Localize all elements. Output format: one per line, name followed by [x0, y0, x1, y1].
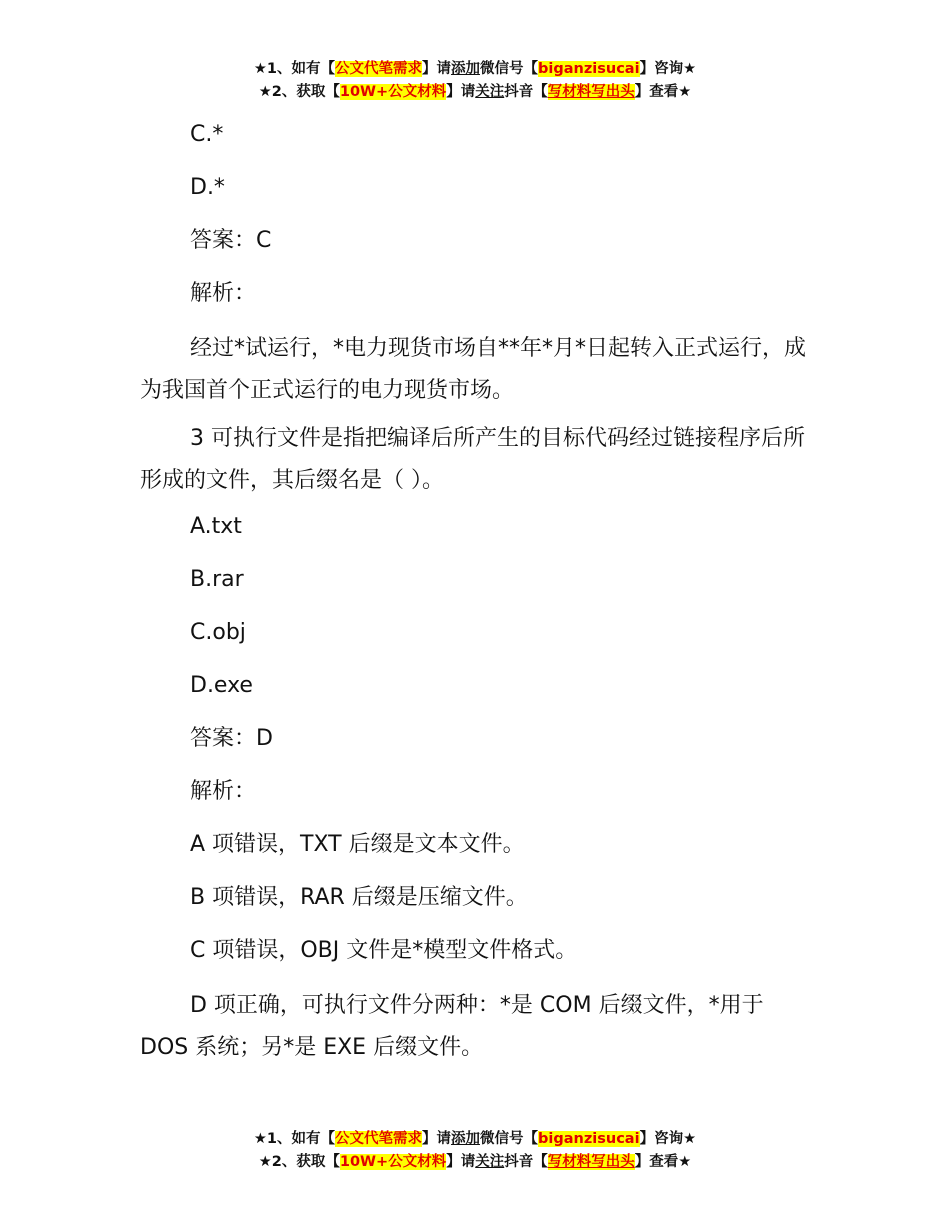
- footer-text: 】请: [422, 1131, 452, 1147]
- footer-text: ★1、如有【: [253, 1131, 336, 1147]
- paragraph: D 项正确，可执行文件分两种：*是 COM 后缀文件，*用于 DOS 系统；另*是 EXE 后缀文件。: [140, 993, 764, 1060]
- footer-text: 】查看★: [634, 1154, 692, 1170]
- document-body: [140, 116, 812, 1075]
- header-text: 抖音【: [504, 84, 548, 100]
- paragraph: 经过*试运行，*电力现货市场自**年*月*日起转入正式运行，成为我国首个正式运行的电力现货市场。: [140, 336, 807, 403]
- wechat-id: biganzisucai: [538, 1131, 640, 1147]
- douyin-account: 写材料写出头: [547, 1154, 635, 1170]
- header-text: 微信号【: [480, 61, 539, 77]
- paragraph: C.*: [190, 122, 224, 147]
- header-text: 】请: [422, 61, 452, 77]
- option-d: D.exe: [190, 673, 253, 698]
- footer-line-2: [0, 1151, 950, 1174]
- underline-text: 添加: [451, 61, 481, 77]
- analysis-label: 解析：: [190, 779, 257, 804]
- footer-line-1: [0, 1128, 950, 1151]
- header-line-1: [0, 58, 950, 81]
- highlight-text: 公文代笔需求: [335, 1131, 423, 1147]
- answer: 答案：D: [190, 726, 273, 751]
- highlight-text: 10W+公文材料: [339, 84, 447, 100]
- question-paragraph: 3 可执行文件是指把编译后所产生的目标代码经过链接程序后所形成的文件，其后缀名是（ ）。: [140, 426, 805, 493]
- paragraph: B 项错误，RAR 后缀是压缩文件。: [190, 885, 528, 910]
- highlight-text: 10W+公文材料: [339, 1154, 447, 1170]
- wechat-id: biganzisucai: [538, 61, 640, 77]
- paragraph: 答案：C: [190, 228, 272, 253]
- paragraph: C 项错误，OBJ 文件是*模型文件格式。: [190, 938, 578, 963]
- underline-text: 关注: [475, 84, 505, 100]
- option-b: B.rar: [190, 567, 244, 592]
- underline-text: 关注: [475, 1154, 505, 1170]
- header-text: ★1、如有【: [253, 61, 336, 77]
- header-text: 】咨询★: [639, 61, 697, 77]
- paragraph: D.*: [190, 175, 225, 200]
- underline-text: 添加: [451, 1131, 481, 1147]
- header-line-2: [0, 81, 950, 104]
- douyin-account: 写材料写出头: [547, 84, 635, 100]
- header-banner: [0, 58, 950, 104]
- header-text: 】请: [446, 84, 476, 100]
- footer-text: 微信号【: [480, 1131, 539, 1147]
- footer-text: ★2、获取【: [258, 1154, 340, 1170]
- highlight-text: 公文代笔需求: [335, 61, 423, 77]
- footer-text: 】请: [446, 1154, 476, 1170]
- footer-banner: [0, 1128, 950, 1174]
- paragraph: A 项错误，TXT 后缀是文本文件。: [190, 832, 525, 857]
- footer-text: 抖音【: [504, 1154, 548, 1170]
- header-text: 】查看★: [634, 84, 692, 100]
- header-text: ★2、获取【: [258, 84, 340, 100]
- option-a: A.txt: [190, 514, 242, 539]
- paragraph: 解析：: [190, 281, 257, 306]
- option-c: C.obj: [190, 620, 246, 645]
- footer-text: 】咨询★: [639, 1131, 697, 1147]
